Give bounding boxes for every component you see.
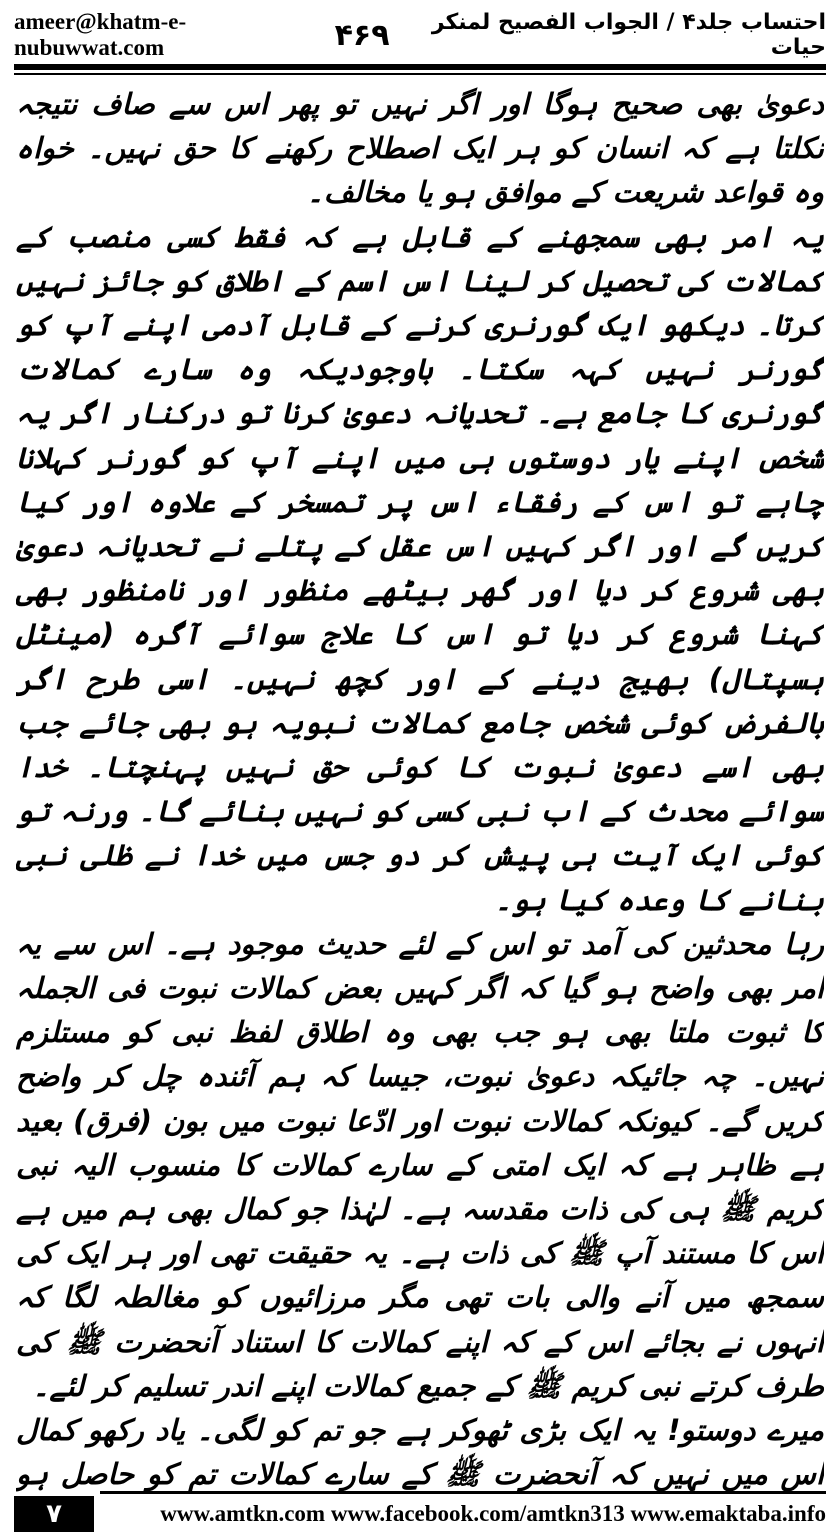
footer-number: ۷ [46, 1499, 62, 1529]
paragraph: یہ امر بھی سمجھنے کے قابل ہے کہ فقط کسی منصب کے کمالات کی تحصیل کر لینا اس اسم کے اطلاق کو جائز نہیں کرتا۔ دیکھو ایک گورنری کرنے کے قابل آدمی اپنے آپ کو گورنر نہیں کہہ سکتا۔ باوجودیکہ وہ سارے کمالات گورنری کا جامع ہے۔ تحدیانہ دعویٰ کرنا تو درکنار اگر یہ شخص اپنے یار دوستوں ہی میں اپنے آپ کو گورنر کہلانا چاہے تو اس کے رفقاء اس پر تمسخر کے علاوہ اور کیا کریں گے اور اگر کہیں اس عقل کے پتلے نے تحدیانہ دعویٰ بھی شروع کر دیا اور گھر بیٹھے منظور اور نامنظور بھی کہنا شروع کر دیا تو اس کا علاج سوائے آگرہ (مینٹل ہسپتال) بھیج دینے کے اور کچھ نہیں۔ اسی طرح اگر بالفرض کوئی شخص جامع کمالات نبویہ ہو بھی جائے جب بھی اسے دعویٰ نبوت کا کوئی حق نہیں پہنچتا۔ خدا سوائے محدث کے اب نبی کسی کو نہیں بنائے گا۔ ورنہ تو کوئی ایک آیت ہی پیش کر دو جس میں خدا نے ظلی نبی بنانے کا وعدہ کیا ہو۔ [16, 219, 824, 917]
page-number: ۴۶۹ [334, 17, 390, 53]
body-text [16, 82, 824, 1492]
paragraph: میرے دوستو! یہ ایک بڑی ٹھوکر ہے جو تم کو لگی۔ یاد رکھو کمال اس میں نہیں کہ آنحضرت ﷺ کے سارے کمالات تم کو حاصل ہو [16, 1413, 824, 1492]
footer-rule [100, 1491, 826, 1494]
paragraph: دعویٰ بھی صحیح ہوگا اور اگر نہیں تو پھر اس سے صاف نتیجہ نکلتا ہے کہ انسان کو ہر ایک اصطلاح رکھنے کا حق نہیں۔ خواہ وہ قواعد شریعت کے موافق ہو یا مخالف۔ [16, 87, 824, 210]
header-left [14, 9, 390, 61]
footer-links[interactable]: www.amtkn.com www.facebook.com/amtkn313 www.emaktaba.info [160, 1501, 826, 1526]
header-rule-thick [14, 64, 826, 70]
page-footer [14, 1496, 826, 1532]
running-title: احتساب جلد۴ / الجواب الفصیح لمنکر حیات [431, 10, 826, 60]
header-email[interactable]: ameer@khatm-e-nubuwwat.com [14, 9, 187, 60]
header-rule-thin [14, 73, 826, 75]
paragraph: رہا محدثین کی آمد تو اس کے لئے حدیث موجود ہے۔ اس سے یہ امر بھی واضح ہو گیا کہ اگر کہیں بعض کمالات نبوت فی الجملہ کا ثبوت ملتا بھی ہو جب بھی وہ اطلاق لفظ نبی کو مستلزم نہیں۔ چہ جائیکہ دعویٰ نبوت، جیسا کہ ہم آئندہ چل کر واضح کریں گے۔ کیونکہ کمالات نبوت اور ادّعا نبوت میں بون (فرق) بعید ہے ظاہر ہے کہ ایک امتی کے سارے کمالات کا منسوب الیہ نبی کریم ﷺ ہی کی ذات مقدسہ ہے۔ لہٰذا جو کمال بھی ہم میں ہے اس کا مستند آپ ﷺ کی ذات ہے۔ یہ حقیقت تھی اور ہر ایک کی سمجھ میں آنے والی بات تھی مگر مرزائیوں کو مغالطہ لگا کہ انہوں نے بجائے اس کے کہ اپنے کمالات کا استناد آنحضرت ﷺ کی طرف کرتے نبی کریم ﷺ کے جمیع کمالات اپنے اندر تسلیم کر لئے۔ [16, 926, 824, 1403]
footer-number-box [14, 1496, 94, 1532]
page-header [14, 10, 826, 60]
